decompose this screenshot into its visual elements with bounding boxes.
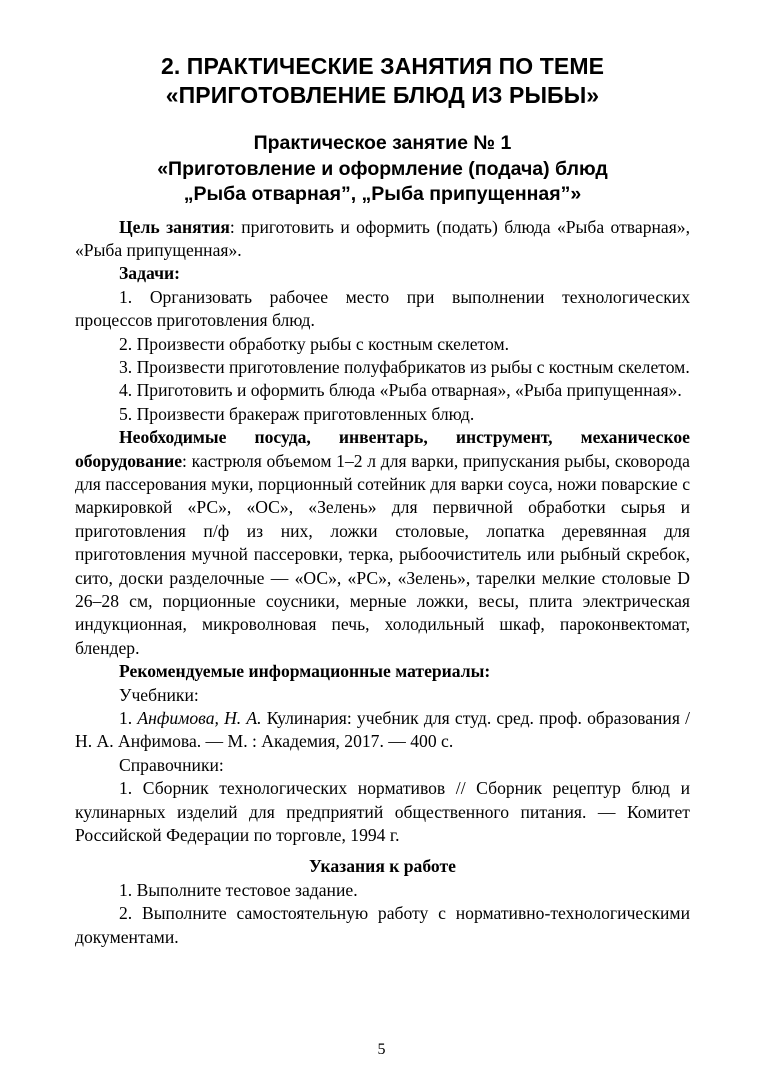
goal-text: : приготовить и оформить (подать) блюда «Рыба отварная», «Рыба припущенная». [75, 216, 691, 260]
task-item-4: 4. Приготовить и оформить блюда «Рыба отварная», «Рыба припущенная». [119, 380, 682, 401]
materials-label: Рекомендуемые информационные материалы: [119, 661, 491, 682]
instruction-item-2: 2. Выполните самостоятельную работу с нормативно-технологическими документами. [75, 903, 690, 947]
equipment-paragraph [75, 426, 690, 660]
instruction-item-1: 1. Выполните тестовое задание. [119, 879, 358, 900]
document-page [75, 52, 690, 949]
textbook-item-1-details: Кулинария: учебник для студ. сред. проф. образования / Н. А. Анфимова. — М. : Академия, 2017. — 400 с. [75, 708, 691, 752]
textbook-item-1-author: Анфимова, Н. А. [137, 708, 262, 729]
lesson-title-line-3: „Рыба отварная”, „Рыба припущенная”» [183, 183, 582, 205]
references-label: Справочники: [119, 754, 224, 775]
textbooks-label: Учебники: [119, 684, 199, 705]
chapter-title-line-2: «ПРИГОТОВЛЕНИЕ БЛЮД ИЗ РЫБЫ» [165, 82, 600, 108]
equipment-text: : кастрюля объемом 1–2 л для варки, припускания рыбы, сковорода для пассерования муки, порционный сотейник для варки соуса, ножи поварские с маркировкой «РС», «ОС», «Зелень» для первичной обработки сырья и приготовления п/ф из них, ложки столовые, лопатка деревянная для приготовления мучной пассеровки, терка, рыбоочиститель или рыбный скребок, сито, доски разделочные — «ОС», «РС», «Зелень», тарелки мелкие столовые D 26–28 см, порционные соусники, мерные ложки, весы, плита электрическая индукционная, микроволновая печь, холодильный шкаф, пароконвектомат, блендер. [75, 450, 690, 658]
chapter-title [75, 52, 690, 110]
textbook-item-1 [75, 707, 690, 754]
lesson-title-line-1: Практическое занятие № 1 [253, 132, 512, 154]
equipment-label: Необходимые посуда, инвентарь, инструмент, механическое оборудование [75, 427, 690, 471]
task-item-2: 2. Произвести обработку рыбы с костным скелетом. [119, 333, 509, 354]
goal-paragraph [75, 216, 690, 263]
tasks-label: Задачи: [119, 263, 180, 284]
instructions-heading: Указания к работе [309, 856, 456, 877]
reference-item-1: 1. Сборник технологических нормативов // Сборник рецептур блюд и кулинарных изделий для предприятий общественного питания. — Комитет Российской Федерации по торговле, 1994 г. [75, 778, 690, 846]
page-number: 5 [377, 1041, 386, 1058]
lesson-title-line-2: «Приготовление и оформление (подача) блюд [157, 157, 608, 180]
goal-label: Цель занятия [119, 216, 230, 237]
lesson-body [75, 216, 690, 950]
chapter-title-line-1: 2. ПРАКТИЧЕСКИЕ ЗАНЯТИЯ ПО ТЕМЕ [160, 53, 605, 79]
lesson-title [75, 131, 690, 208]
task-item-3: 3. Произвести приготовление полуфабрикатов из рыбы с костным скелетом. [119, 356, 690, 377]
task-item-5: 5. Произвести бракераж приготовленных блюд. [119, 403, 475, 424]
textbook-item-1-number: 1. [119, 708, 138, 729]
task-item-1: 1. Организовать рабочее место при выполнении технологических процессов приготовления блюд. [75, 286, 690, 331]
